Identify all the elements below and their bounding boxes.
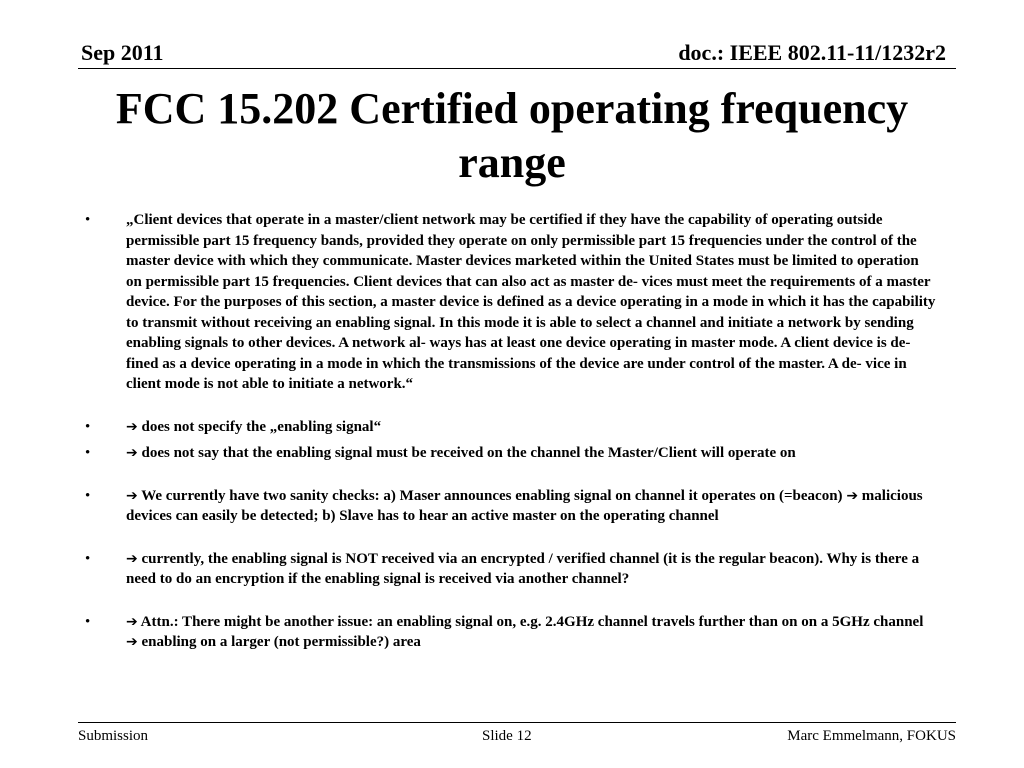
bullet-text-part-a: Attn.: There might be another issue: an enabling signal on, e.g. 2.4GHz channel travels further than on on a 5GHz channel — [140, 613, 924, 630]
bullet-item-enabling-signal — [78, 417, 938, 438]
arrow-right-icon: ➔ — [126, 487, 138, 504]
footer-submission: Submission — [78, 728, 149, 744]
arrow-right-icon: ➔ — [126, 613, 138, 630]
bullet-text-part-b: malicious devices can easily be detected; b) Slave has to hear an active master on the operating channel — [126, 487, 923, 524]
bullet-list — [78, 210, 938, 653]
arrow-right-icon: ➔ — [126, 418, 138, 435]
footer-slide-number: Slide 12 — [482, 728, 532, 744]
arrow-right-icon: ➔ — [126, 634, 138, 650]
bullet-text: currently, the enabling signal is NOT received via an encrypted / verified channel (it is the regular beacon). Why is there a need to do an encryption if the enabling signal is received via another channel? — [126, 550, 920, 587]
bullet-marker: • — [85, 487, 91, 504]
arrow-right-icon: ➔ — [126, 445, 138, 461]
bullet-marker: • — [85, 550, 91, 567]
bullet-marker: • — [85, 613, 91, 630]
bullet-item-attn — [78, 612, 938, 653]
bullet-item-sanity-checks — [78, 486, 938, 527]
bullet-marker: • — [85, 445, 91, 461]
arrow-right-icon: ➔ — [846, 487, 859, 504]
footer-divider — [78, 722, 956, 723]
bullet-text-part-b: enabling on a larger (not permissible?) area — [141, 634, 421, 650]
arrow-right-icon: ➔ — [126, 550, 138, 567]
bullet-text: „Client devices that operate in a master/client network may be certified if they have the capability of operating outside permissible part 15 frequency bands, provided they operate on only permissible part 15 frequencies under the control of the master device with which they communicate. Master devices marketed within the United States must be limited to operation on permissible part 15 frequencies. Client devices that can also act as master de- vices must meet the requirements of a master device. For the purposes of this section, a master device is defined as a device operating in a mode in which it has the capability to transmit without receiving an enabling signal. In this mode it is able to select a channel and initiate a network by sending enabling signals to other devices. A network al- ways has at least one device operating in master mode. A client device is de- fined as a device operating in a mode in which the transmissions of the device are under control of the master. A de- vice in client mode is not able to initiate a network.“ — [126, 212, 936, 392]
bullet-item-channel — [78, 443, 938, 464]
bullet-marker: • — [85, 418, 91, 435]
bullet-item-fcc-quote — [78, 210, 938, 395]
header-date: Sep 2011 — [81, 40, 164, 65]
slide-title: FCC 15.202 Certified operating frequency range — [115, 84, 909, 187]
bullet-text: does not specify the „enabling signal“ — [141, 418, 382, 435]
bullet-item-encryption — [78, 549, 938, 590]
bullet-text-part-a: We currently have two sanity checks: a) Maser announces enabling signal on channel it operates on (=beacon) — [141, 487, 843, 504]
bullet-marker: • — [85, 212, 91, 228]
bullet-text: does not say that the enabling signal must be received on the channel the Master/Client will operate on — [141, 445, 796, 461]
header-divider — [78, 68, 956, 69]
header-doc-id: doc.: IEEE 802.11-11/1232r2 — [678, 40, 946, 65]
footer-author: Marc Emmelmann, FOKUS — [787, 728, 956, 744]
